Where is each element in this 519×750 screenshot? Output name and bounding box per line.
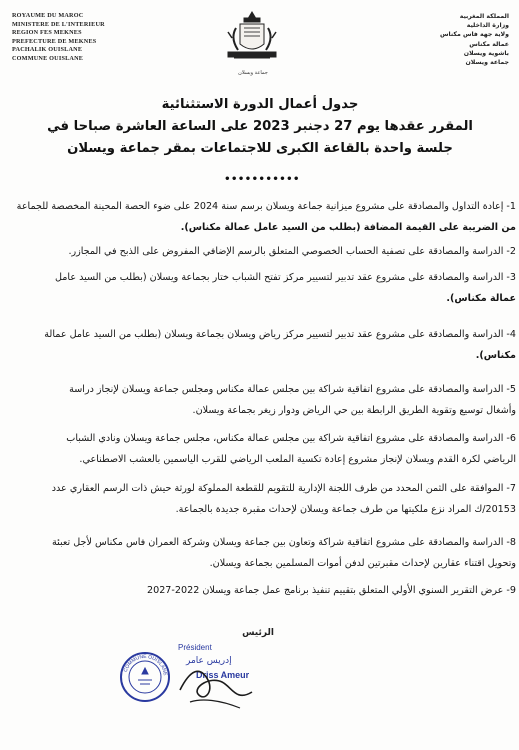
coat-of-arms-icon [222, 8, 282, 72]
handwritten-signature [150, 650, 280, 720]
agenda-item-line: وأشغال توسيع وتقوية الطريق الرابطة بين حي الرياض ودوار زيغر بجماعة ويسلان. [192, 405, 516, 416]
header-right-line: عمالة مكناس [469, 40, 509, 48]
header-left-line: PACHALIK OUISLANE [12, 46, 83, 54]
signatory-label-fr: Président [178, 643, 212, 652]
agenda-item-8 [8, 532, 516, 574]
agenda-item-1 [8, 196, 516, 238]
agenda-item-line: من الضريبة على القيمة المضافة (بطلب من السيد عامل عمالة مكناس). [180, 222, 516, 233]
header-right-line: ولاية جهة فاس مكناس [439, 31, 509, 39]
signatory-name-ar: إدريس عامر [186, 656, 232, 666]
signatory-name-fr: Driss Ameur [196, 670, 250, 680]
header-left-line: ROYAUME DU MAROC [12, 12, 84, 19]
agenda-item-line: 20153/ك المراد نزع ملكيتها من طرف جماعة ويسلان لإحداث مقبرة جديدة بالجماعة. [175, 504, 516, 515]
header-left-line: REGION FES MEKNES [12, 29, 82, 37]
agenda-item-line: 4- الدراسة والمصادقة على مشروع عقد تدبير لتسيير مركز رياض ويسلان بجماعة ويسلان (بطلب من السيد عامل عمالة [44, 329, 516, 340]
agenda-title [40, 94, 480, 160]
header-right-line: جماعة ويسلان [465, 59, 509, 67]
agenda-item-6 [8, 428, 516, 470]
title-line-2: المقرر عقدها يوم 27 دجنبر 2023 على الساعة العاشرة صباحا في [47, 119, 473, 134]
header-left-line: COMMUNE OUISLANE [12, 54, 84, 62]
agenda-item-line: 2- الدراسة والمصادقة على تصفية الحساب الخصوصي المتعلق بالرسم الإضافي المفروض على الذبح في المجازر. [68, 246, 516, 257]
header-left-block [12, 12, 142, 64]
agenda-item-line: 9- عرض التقرير السنوي الأولي المتعلق بتقييم تنفيذ برنامج عمل جماعة ويسلان 2022-2027 [147, 585, 516, 596]
agenda-item-5 [8, 379, 516, 421]
agenda-item-9 [8, 580, 516, 601]
title-line-1: جدول أعمال الدورة الاستثنائية [161, 97, 359, 112]
agenda-item-line: 6- الدراسة والمصادقة على مشروع اتفاقية شراكة بين مجلس عمالة مكناس، مجلس جماعة ويسلان ونادي الشباب [66, 433, 516, 444]
agenda-item-line: 3- الدراسة والمصادقة على مشروع عقد تدبير لتسيير مركز تفتح الشباب ختار بجماعة ويسلان (بطلب من السيد عامل [55, 272, 516, 283]
signatory-title: الرئيس [242, 628, 274, 638]
agenda-item-line: 1- إعادة التداول والمصادقة على مشروع ميزانية جماعة ويسلان برسم سنة 2024 على ضوء الحصة المحينة المخصصة للجماعة [16, 201, 516, 212]
agenda-item-line: 8- الدراسة والمصادقة على مشروع اتفاقية شراكة وتعاون بين جماعة ويسلان وشركة العمران فاس مكناس لأجل تعبئة [51, 537, 516, 548]
agenda-item-line: وتحويل اقتناء عقارين لإحداث مقبرتين لدفن أموات المسلمين بجماعة ويسلان. [209, 558, 516, 569]
header-right-block [399, 12, 509, 67]
svg-text:COMMUNE OUISLANE: COMMUNE OUISLANE [122, 653, 168, 677]
header-right-line: وزارة الداخلية [466, 22, 509, 30]
agenda-item-2 [8, 241, 516, 262]
header-right-line: المملكة المغربية [459, 13, 509, 20]
agenda-item-3 [8, 267, 516, 309]
header-left-line: MINISTERE DE L'INTERIEUR [12, 20, 105, 28]
agenda-item-line: 7- الموافقة على الثمن المحدد من طرف اللجنة الإدارية للتقويم للقطعة المملوكة لورثة حيش ذات الرسم العقاري عدد [51, 483, 516, 494]
agenda-item-7 [8, 478, 516, 520]
agenda-item-line: 5- الدراسة والمصادقة على مشروع اتفاقية شراكة بين مجلس عمالة مكناس ومجلس جماعة ويسلان لإنجاز دراسة [69, 384, 516, 395]
agenda-item-line: الرياضي لكرة القدم ويسلان لإنجاز مشروع إعادة تكسية الملعب الرياضي للقرب الياسمين بالعشب الاصطناعي. [79, 454, 516, 465]
title-separator-dots: ••••••••••• [224, 174, 300, 185]
agenda-item-line: مكناس). [475, 350, 516, 361]
header-right-line: باشوية ويسلان [463, 49, 509, 57]
header-left-line: PREFECTURE DE MEKNES [12, 37, 97, 45]
agenda-item-4 [8, 324, 516, 366]
title-line-3: جلسة واحدة بالقاعة الكبرى للاجتماعات بمقر جماعة ويسلان [67, 141, 453, 156]
agenda-item-line: عمالة مكناس). [446, 293, 516, 304]
emblem-caption: جماعة ويسلان [238, 70, 268, 76]
